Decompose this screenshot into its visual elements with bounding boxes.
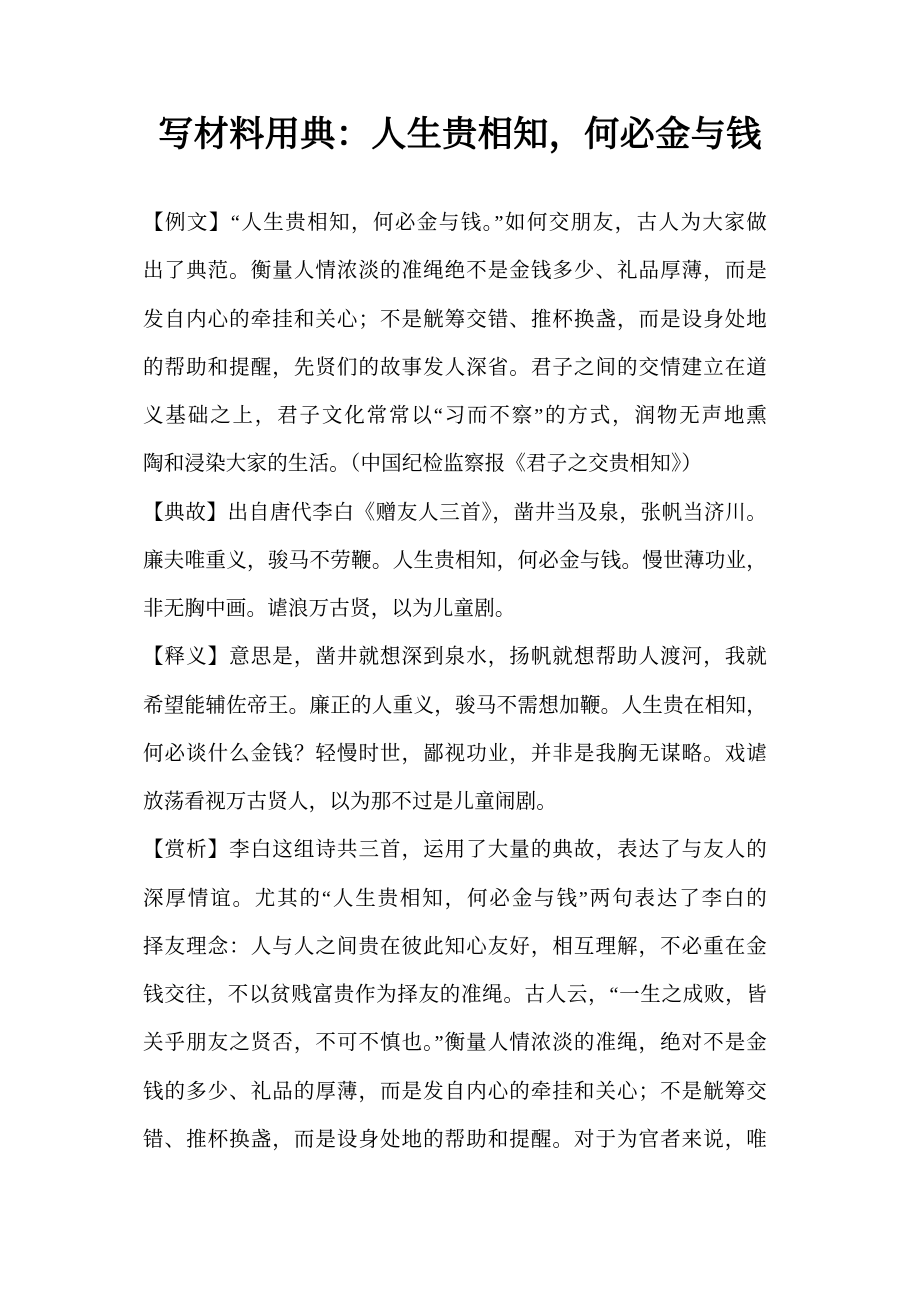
paragraph-shiyi	[143, 633, 767, 826]
text-line: 关乎朋友之贤否，不可不慎也。”衡量人情浓淡的准绳，绝对不是金	[143, 1032, 767, 1055]
text-line: 【典故】出自唐代李白《赠友人三首》，凿井当及泉，张帆当济川。	[143, 501, 767, 524]
text-line: 择友理念：人与人之间贵在彼此知心友好，相互理解，不必重在金	[143, 935, 767, 958]
document-body	[143, 199, 767, 1164]
paragraph-shangxi	[143, 826, 767, 1164]
text-line: 【释义】意思是，凿井就想深到泉水，扬帆就想帮助人渡河，我就	[143, 646, 767, 669]
text-line: 发自内心的牵挂和关心；不是觥筹交错、推杯换盏，而是设身处地	[143, 308, 767, 331]
text-line: 何必谈什么金钱？轻慢时世，鄙视功业，并非是我胸无谋略。戏谑	[143, 742, 767, 765]
text-line: 非无胸中画。谑浪万古贤，以为儿童剧。	[143, 598, 516, 620]
text-line: 【例文】“人生贵相知，何必金与钱。”如何交朋友，古人为大家做	[143, 212, 767, 234]
text-line: 义基础之上，君子文化常常以“习而不察”的方式，润物无声地熏	[143, 405, 767, 427]
paragraph-liwen	[143, 199, 767, 489]
paragraph-diangu	[143, 489, 767, 634]
text-line: 钱的多少、礼品的厚薄，而是发自内心的牵挂和关心；不是觥筹交	[143, 1080, 767, 1103]
text-line: 放荡看视万古贤人，以为那不过是儿童闹剧。	[143, 791, 557, 813]
text-line: 廉夫唯重义，骏马不劳鞭。人生贵相知，何必金与钱。慢世薄功业，	[143, 549, 767, 572]
document-title: 写材料用典：人生贵相知，何必金与钱	[158, 115, 762, 154]
text-line: 深厚情谊。尤其的“人生贵相知，何必金与钱”两句表达了李白的	[143, 887, 767, 910]
text-line: 陶和浸染大家的生活。（中国纪检监察报《君子之交贵相知》）	[143, 453, 703, 476]
text-line: 钱交往，不以贫贱富贵作为择友的准绳。古人云，“一生之成败，皆	[143, 984, 767, 1006]
text-line: 希望能辅佐帝王。廉正的人重义，骏马不需想加鞭。人生贵在相知，	[143, 694, 767, 717]
text-line: 出了典范。衡量人情浓淡的准绳绝不是金钱多少、礼品厚薄，而是	[143, 260, 767, 283]
text-line: 错、推杯换盏，而是设身处地的帮助和提醒。对于为官者来说，唯	[143, 1128, 767, 1151]
text-line: 【赏析】李白这组诗共三首，运用了大量的典故，表达了与友人的	[143, 839, 767, 862]
text-line: 的帮助和提醒，先贤们的故事发人深省。君子之间的交情建立在道	[143, 356, 767, 379]
